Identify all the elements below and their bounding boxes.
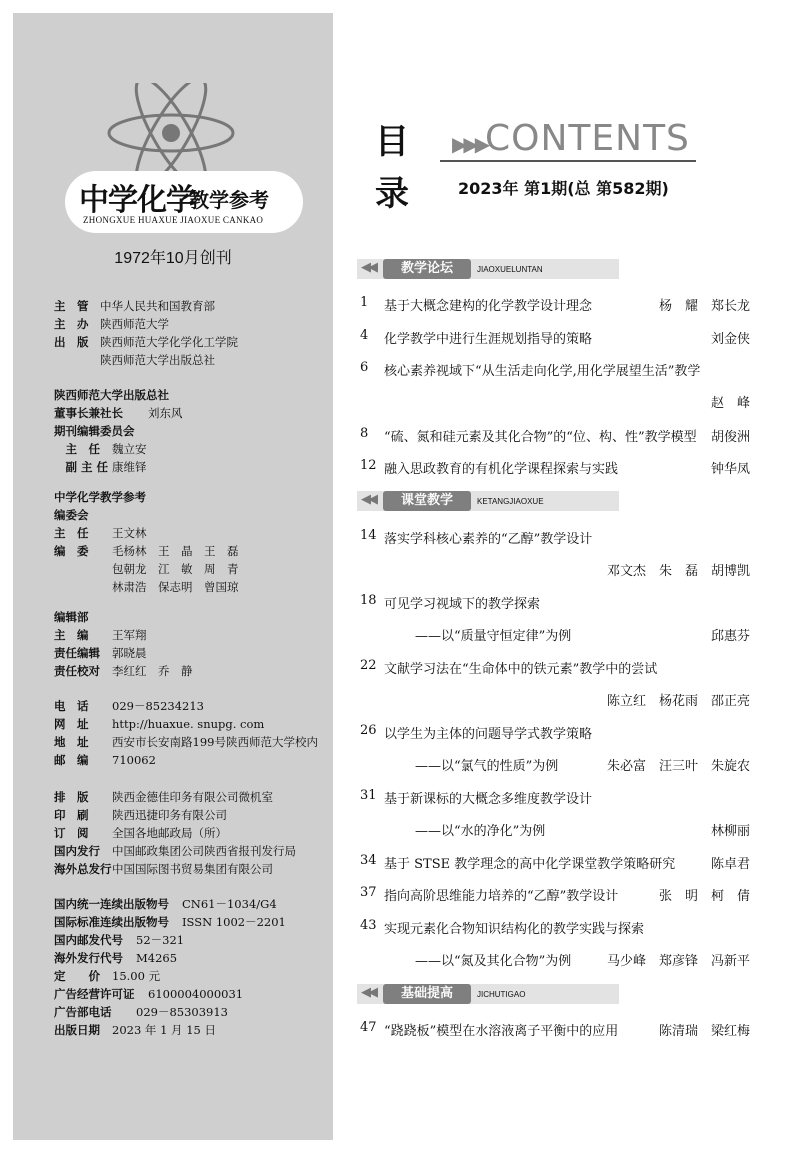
- editorial-info: 编辑部 主 编 王军翔 责任编辑 郭晓晨 责任校对 李红红 乔 静: [54, 610, 193, 678]
- article-authors: 邓文杰 朱 磊 胡博凯: [606, 564, 750, 579]
- article-authors: 陈卓君: [710, 857, 750, 872]
- brand-subtitle: 教学参考: [189, 188, 269, 212]
- header-divider: [440, 160, 696, 162]
- article-authors: 刘金侠: [710, 332, 750, 347]
- article-title[interactable]: “跷跷板”模型在水溶液离子平衡中的应用: [384, 1024, 619, 1039]
- article-authors: 陈立红 杨花雨 邵正亮: [606, 694, 750, 709]
- page-number: 8: [360, 426, 369, 441]
- press-info: 陕西师范大学出版总社 董事长兼社长 刘东风 期刊编辑委员会 主 任 魏立安 副 主 任 康维铎: [54, 388, 183, 474]
- article-authors: 邱惠芬: [710, 629, 750, 644]
- double-arrow-left-icon: ◀◀: [361, 492, 375, 507]
- journal-brand: [65, 171, 303, 233]
- article-title[interactable]: 文献学习法在“生命体中的铁元素”教学中的尝试: [384, 662, 658, 677]
- print-info: 排 版 陕西金德佳印务有限公司微机室 印 刷 陕西迅捷印务有限公司 订 阅 全国各地邮政局（所） 国内发行 中国邮政集团公司陕西省报刊发行局 海外总发行 中国国际图书贸易集团有限公司: [54, 790, 296, 876]
- article-subtitle: ——以“水的净化”为例: [415, 824, 546, 839]
- article-authors: 张 明 柯 倩: [658, 889, 750, 904]
- section-header-ketangjiaoxue: [357, 491, 619, 511]
- founded-date: 1972年10月创刊: [114, 250, 232, 267]
- article-title[interactable]: “硫、氮和硅元素及其化合物”的“位、构、性”教学模型: [384, 430, 697, 445]
- page-number: 34: [360, 853, 377, 868]
- section-header-jiaoxueluntan: [357, 259, 619, 279]
- journal-info: 中学化学教学参考 编委会 主 任 王文林 编 委 毛杨林 王 晶 王 磊 包朝龙 江 敏 周 青 林肃浩 保志明 曾国琼: [54, 490, 239, 594]
- issue-number: 2023年 第1期(总 第582期): [458, 179, 669, 198]
- page-number: 6: [360, 360, 369, 375]
- article-authors: 钟华凤: [710, 462, 750, 477]
- masthead-sidebar: [13, 13, 333, 1140]
- page-number: 31: [360, 788, 377, 803]
- article-title[interactable]: 基于新课标的大概念多维度教学设计: [384, 792, 593, 807]
- article-title[interactable]: 化学教学中进行生涯规划指导的策略: [384, 332, 593, 347]
- page-number: 12: [360, 458, 377, 473]
- article-title[interactable]: 核心素养视域下“从生活走向化学,用化学展望生活”教学: [384, 364, 701, 379]
- article-title[interactable]: 指向高阶思维能力培养的“乙醇”教学设计: [384, 889, 619, 904]
- brand-name: 中学化学: [79, 183, 195, 218]
- article-title[interactable]: 基于 STSE 教学理念的高中化学课堂教学策略研究: [384, 857, 676, 872]
- brand-english: ZHONGXUE HUAXUE JIAOXUE CANKAO: [83, 215, 264, 225]
- page-number: 18: [360, 593, 377, 608]
- section-label: 教学论坛: [383, 259, 471, 279]
- article-authors: 杨 耀 郑长龙: [658, 299, 750, 314]
- page-number: 4: [360, 328, 369, 343]
- article-subtitle: ——以“氮及其化合物”为例: [415, 954, 572, 969]
- article-subtitle: ——以“质量守恒定律”为例: [415, 629, 572, 644]
- article-authors: 林柳丽: [710, 824, 750, 839]
- section-header-jichutigao: [357, 984, 619, 1004]
- article-title[interactable]: 以学生为主体的问题导学式教学策略: [384, 727, 593, 742]
- atom-logo-icon: [101, 83, 241, 183]
- page-number: 43: [360, 918, 377, 933]
- article-title[interactable]: 融入思政教育的有机化学课程探索与实践: [384, 462, 619, 477]
- double-arrow-left-icon: ◀◀: [361, 985, 375, 1000]
- section-label-en: JIAOXUELUNTAN: [477, 265, 543, 274]
- article-subtitle: ——以“氯气的性质”为例: [415, 759, 559, 774]
- section-label-en: JICHUTIGAO: [477, 990, 526, 999]
- article-authors: 胡俊洲: [710, 430, 750, 445]
- section-label-en: KETANGJIAOXUE: [477, 497, 544, 506]
- contents-title-en: CONTENTS: [485, 118, 690, 159]
- article-title[interactable]: 可见学习视域下的教学探索: [384, 597, 541, 612]
- page-number: 26: [360, 723, 377, 738]
- article-authors: 赵 峰: [710, 396, 750, 411]
- contact-info: 电 话 029－85234213 网 址 http://huaxue. snupg. com 地 址 西安市长安南路199号陕西师范大学校内 邮 编 710062: [54, 699, 318, 767]
- article-title[interactable]: 落实学科核心素养的“乙醇”教学设计: [384, 532, 593, 547]
- article-authors: 马少峰 郑彦锋 冯新平: [606, 954, 750, 969]
- article-title[interactable]: 基于大概念建构的化学教学设计理念: [384, 299, 593, 314]
- page-number: 14: [360, 528, 377, 543]
- page-number: 1: [360, 295, 369, 310]
- page-number: 37: [360, 885, 377, 900]
- codes-info: 国内统一连续出版物号 CN61－1034/G4 国际标准连续出版物号 ISSN 1002－2201 国内邮发代号 52－321 海外发行代号 M4265 定 价 15.00 元 广告经营许可证 6100004000031 广告部电话 029－85303913 出版日期 2023 年 1 月 15 日: [54, 897, 286, 1037]
- section-label: 课堂教学: [383, 491, 471, 511]
- publisher-info: 主 管 中华人民共和国教育部 主 办 陕西师范大学 出 版 陕西师范大学化学化工学院 陕西师范大学出版总社: [54, 299, 238, 367]
- arrow-icon: ▶▶▶: [452, 132, 487, 156]
- article-title[interactable]: 实现元素化合物知识结构化的教学实践与探索: [384, 922, 645, 937]
- article-authors: 朱必富 汪三叶 朱旋农: [606, 759, 750, 774]
- double-arrow-left-icon: ◀◀: [361, 260, 375, 275]
- contents-title-cn: 目 录: [375, 122, 409, 214]
- article-authors: 陈清瑞 梁红梅: [658, 1024, 750, 1039]
- page-number: 47: [360, 1020, 377, 1035]
- page-number: 22: [360, 658, 377, 673]
- section-label: 基础提高: [383, 984, 471, 1004]
